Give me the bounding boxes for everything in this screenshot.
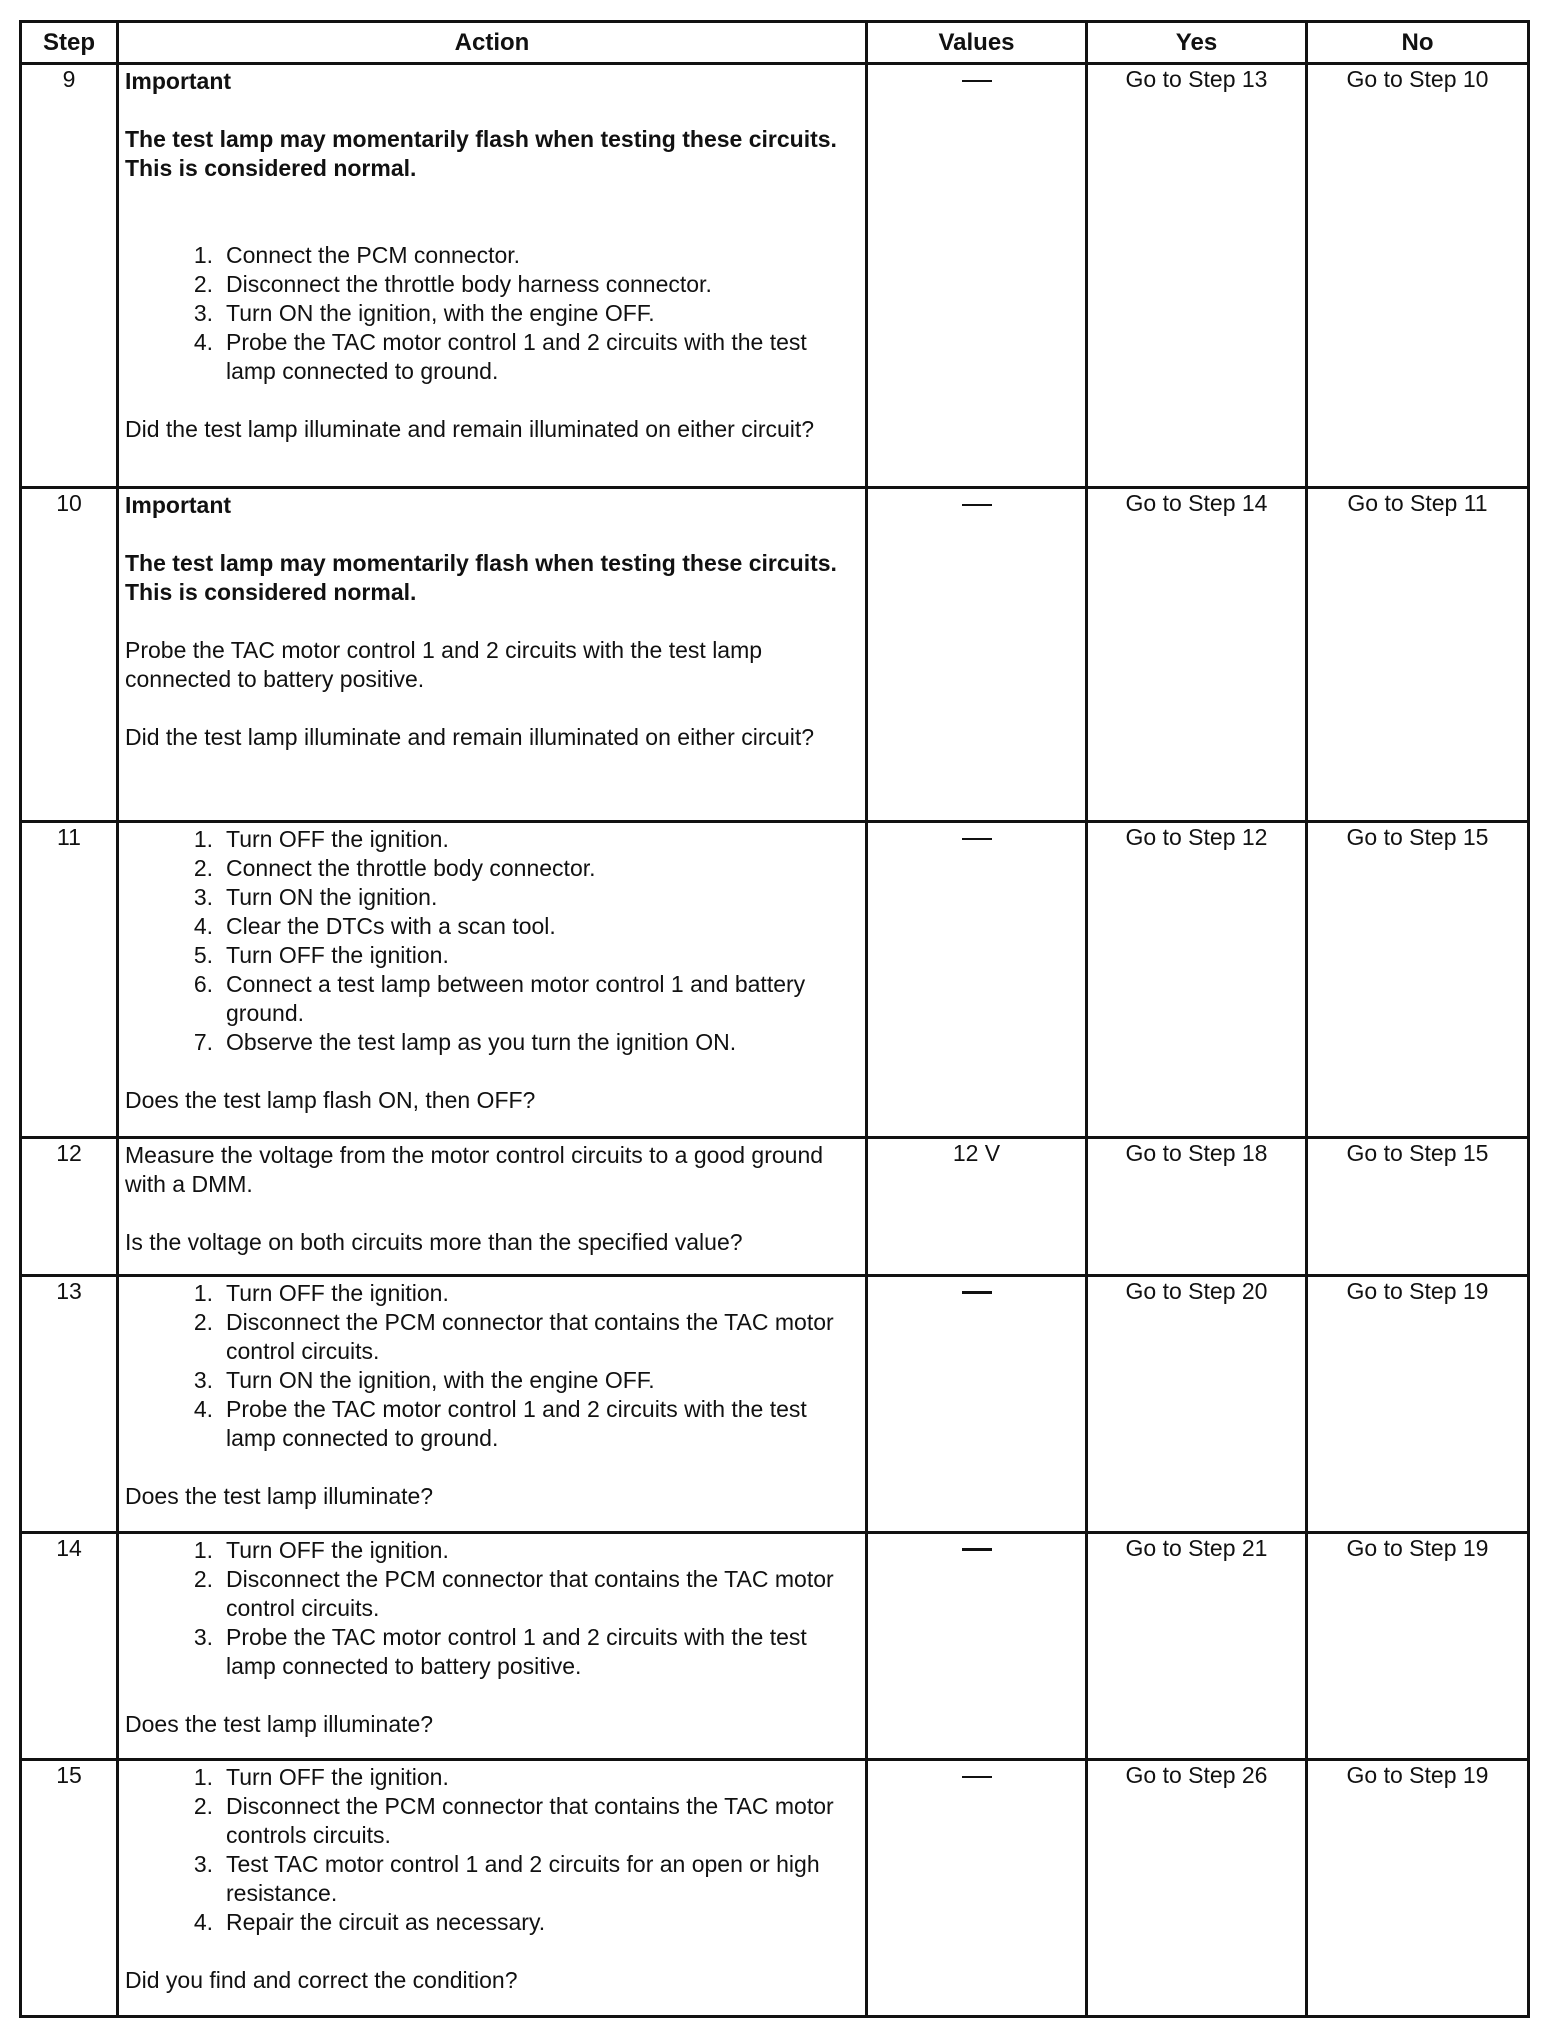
procedure-item [125,1763,857,1792]
procedure-item-number: 7. [193,1029,213,1055]
table-row [21,1138,1529,1276]
em-dash-mark [962,80,992,82]
spacer [125,520,857,549]
no-cell [1307,488,1529,822]
procedure-item [125,941,857,970]
spacer [125,1681,857,1710]
values-cell [867,1276,1087,1533]
values-cell [867,1138,1087,1276]
procedure-item-text: Connect the PCM connector. [226,242,521,268]
procedure-item-text: Turn OFF the ignition. [226,1280,449,1306]
spacer [125,1937,857,1966]
header-values: Values [867,22,1087,64]
procedure-item [125,854,857,883]
table-row [21,1276,1529,1533]
no-cell [1307,822,1529,1138]
spacer [125,1453,857,1482]
action-cell [118,1138,867,1276]
procedure-item-text: Turn ON the ignition. [226,884,438,910]
procedure-item [125,970,857,1028]
spacer [125,607,857,636]
procedure-item-number: 1. [193,242,213,268]
procedure-item [125,1850,857,1908]
procedure-item-number: 3. [193,1367,213,1393]
procedure-item-number: 1. [193,826,213,852]
no-goto-text: Go to Step 15 [1346,824,1489,850]
procedure-item-number: 1. [193,1764,213,1790]
no-cell [1307,1533,1529,1760]
header-step: Step [21,22,118,64]
procedure-item [125,1366,857,1395]
important-label: Important [125,68,232,94]
procedure-item-number: 6. [193,971,213,997]
action-content [119,1761,865,1997]
important-note: The test lamp may momentarily flash when testing these circuits. This is considered normal. [125,126,837,181]
spacer [125,1199,857,1228]
header-yes: Yes [1087,22,1307,64]
step-number: 15 [21,1760,118,2017]
yes-cell [1087,1760,1307,2017]
question-text: Does the test lamp illuminate? [125,1483,434,1509]
no-goto-text: Go to Step 10 [1346,66,1489,92]
yes-cell [1087,822,1307,1138]
table-body [21,64,1529,2017]
yes-cell [1087,1276,1307,1533]
question-text: Did you find and correct the condition? [125,1967,518,1993]
action-content [119,1277,865,1513]
no-goto-text: Go to Step 19 [1346,1762,1489,1788]
step-number: 14 [21,1533,118,1760]
action-text: Probe the TAC motor control 1 and 2 circuits with the test lamp connected to battery positive. [125,637,763,692]
action-cell [118,1533,867,1760]
important-note: The test lamp may momentarily flash when testing these circuits. This is considered normal. [125,550,837,605]
yes-cell [1087,64,1307,488]
spacer [125,1057,857,1086]
procedure-item-text: Probe the TAC motor control 1 and 2 circuits with the test lamp connected to ground. [226,1396,807,1451]
values-cell [867,488,1087,822]
question-text: Is the voltage on both circuits more than the specified value? [125,1229,743,1255]
procedure-item-text: Disconnect the PCM connector that contains the TAC motor control circuits. [226,1309,834,1364]
procedure-item [125,1395,857,1453]
procedure-list [125,241,857,386]
action-content [119,489,865,754]
procedure-item-text: Disconnect the PCM connector that contains the TAC motor control circuits. [226,1566,834,1621]
header-action: Action [118,22,867,64]
em-dash-mark [962,1548,992,1551]
procedure-item-text: Disconnect the PCM connector that contains the TAC motor controls circuits. [226,1793,834,1848]
no-cell [1307,1138,1529,1276]
procedure-item-number: 4. [193,913,213,939]
values-cell [867,822,1087,1138]
action-cell [118,822,867,1138]
procedure-item [125,1308,857,1366]
no-goto-text: Go to Step 15 [1346,1140,1489,1166]
procedure-item-number: 4. [193,1396,213,1422]
procedure-list [125,1536,857,1681]
step-number: 9 [21,64,118,488]
spacer [125,694,857,723]
action-cell [118,488,867,822]
action-cell [118,1760,867,2017]
procedure-item [125,299,857,328]
procedure-item-number: 5. [193,942,213,968]
procedure-item [125,1279,857,1308]
header-row [21,22,1529,64]
procedure-item [125,270,857,299]
table-row [21,1533,1529,1760]
em-dash-mark [962,838,992,840]
yes-goto-text: Go to Step 20 [1125,1278,1268,1304]
table-row [21,488,1529,822]
action-content [119,65,865,446]
no-cell [1307,1276,1529,1533]
question-text: Does the test lamp flash ON, then OFF? [125,1087,536,1113]
procedure-item [125,1792,857,1850]
em-dash-mark [962,1776,992,1778]
procedure-item-number: 4. [193,1909,213,1935]
procedure-item [125,1536,857,1565]
yes-cell [1087,1533,1307,1760]
procedure-list [125,1279,857,1453]
procedure-item-text: Connect the throttle body connector. [226,855,596,881]
step-number: 13 [21,1276,118,1533]
step-number: 12 [21,1138,118,1276]
table-row [21,1760,1529,2017]
no-cell [1307,1760,1529,2017]
procedure-item [125,1565,857,1623]
procedure-item [125,912,857,941]
yes-goto-text: Go to Step 13 [1125,66,1268,92]
procedure-item-text: Turn ON the ignition, with the engine OFF. [226,300,655,326]
procedure-item [125,1028,857,1057]
procedure-item-number: 1. [193,1280,213,1306]
action-content [119,823,865,1117]
procedure-item [125,883,857,912]
no-goto-text: Go to Step 19 [1346,1278,1489,1304]
procedure-item-number: 3. [193,300,213,326]
question-text: Did the test lamp illuminate and remain illuminated on either circuit? [125,724,815,750]
procedure-item-number: 2. [193,1566,213,1592]
procedure-item [125,1623,857,1681]
values-cell [867,1760,1087,2017]
procedure-item-number: 2. [193,855,213,881]
table-row [21,822,1529,1138]
procedure-item-number: 1. [193,1537,213,1563]
step-number: 10 [21,488,118,822]
yes-cell [1087,488,1307,822]
action-cell [118,64,867,488]
procedure-item-text: Turn OFF the ignition. [226,1537,449,1563]
no-goto-text: Go to Step 19 [1346,1535,1489,1561]
procedure-item-text: Clear the DTCs with a scan tool. [226,913,556,939]
yes-goto-text: Go to Step 14 [1125,490,1268,516]
procedure-list [125,1763,857,1937]
procedure-item-text: Connect a test lamp between motor control 1 and battery ground. [226,971,806,1026]
procedure-item-number: 3. [193,1624,213,1650]
procedure-item-number: 3. [193,884,213,910]
procedure-item-number: 4. [193,329,213,355]
procedure-item [125,241,857,270]
procedure-list [125,825,857,1057]
spacer [125,183,857,212]
values-cell [867,64,1087,488]
procedure-item-text: Probe the TAC motor control 1 and 2 circuits with the test lamp connected to ground. [226,329,807,384]
procedure-item [125,1908,857,1937]
procedure-item-text: Turn OFF the ignition. [226,1764,449,1790]
procedure-item-text: Turn OFF the ignition. [226,826,449,852]
spacer [125,212,857,241]
action-content [119,1534,865,1741]
table-row [21,64,1529,488]
procedure-item-number: 2. [193,271,213,297]
procedure-item-text: Observe the test lamp as you turn the ignition ON. [226,1029,737,1055]
question-text: Does the test lamp illuminate? [125,1711,434,1737]
yes-goto-text: Go to Step 18 [1125,1140,1268,1166]
em-dash-mark [962,504,992,506]
procedure-item [125,328,857,386]
yes-goto-text: Go to Step 12 [1125,824,1268,850]
no-cell [1307,64,1529,488]
step-number: 11 [21,822,118,1138]
action-content [119,1139,865,1259]
important-label: Important [125,492,232,518]
procedure-item-text: Turn OFF the ignition. [226,942,449,968]
spacer [125,96,857,125]
procedure-item-number: 3. [193,1851,213,1877]
procedure-item-text: Turn ON the ignition, with the engine OFF. [226,1367,655,1393]
value-text: 12 V [952,1140,1001,1166]
procedure-item-text: Disconnect the throttle body harness connector. [226,271,712,297]
no-goto-text: Go to Step 11 [1347,490,1488,516]
values-cell [867,1533,1087,1760]
action-text: Measure the voltage from the motor control circuits to a good ground with a DMM. [125,1142,824,1197]
procedure-item-number: 2. [193,1793,213,1819]
procedure-item-text: Repair the circuit as necessary. [226,1909,546,1935]
procedure-item [125,825,857,854]
procedure-item-text: Test TAC motor control 1 and 2 circuits for an open or high resistance. [226,1851,820,1906]
diagnostic-table [19,20,1530,2018]
header-no: No [1307,22,1529,64]
procedure-item-number: 2. [193,1309,213,1335]
question-text: Did the test lamp illuminate and remain illuminated on either circuit? [125,416,815,442]
yes-cell [1087,1138,1307,1276]
action-cell [118,1276,867,1533]
yes-goto-text: Go to Step 26 [1125,1762,1268,1788]
procedure-item-text: Probe the TAC motor control 1 and 2 circuits with the test lamp connected to battery positive. [226,1624,807,1679]
yes-goto-text: Go to Step 21 [1125,1535,1268,1561]
spacer [125,386,857,415]
em-dash-mark [962,1291,992,1294]
